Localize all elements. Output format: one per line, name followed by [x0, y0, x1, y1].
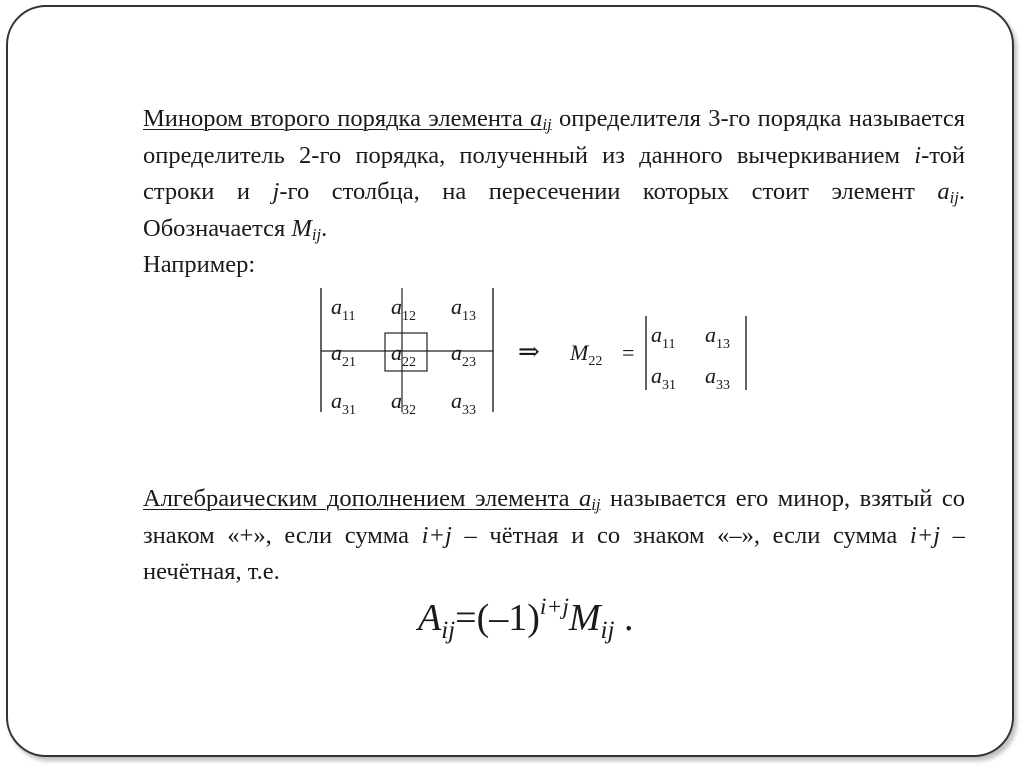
minor-rest1: определителя 3-го порядка называется определитель 2-го порядка, полученный из данного вычеркиванием	[143, 105, 965, 169]
cofactor-sum2: i+j	[909, 521, 941, 549]
formula-A: A	[418, 597, 442, 639]
cofactor-term	[143, 485, 601, 512]
minor-cell-a13: $a_{13}$	[705, 322, 730, 352]
minor-m-var: M	[291, 214, 312, 242]
implies-arrow: ⇒	[518, 337, 540, 366]
matrix-cell-a12: $a_{12}$	[391, 294, 416, 324]
minor-rest5: .	[321, 214, 328, 242]
formula-exp: i+j	[539, 594, 569, 620]
minor-cell-a31: $a_{31}$	[651, 363, 676, 393]
minor-rest3: -го столбца, на пересечении которых стоит элемент	[279, 178, 938, 206]
matrix-cell-a31: $a_{31}$	[331, 388, 356, 416]
formula-M-sub: ij	[600, 617, 615, 644]
minor-i-var: i	[914, 141, 922, 169]
example-label: Например:	[143, 251, 256, 279]
minor-label-letter: M	[570, 340, 589, 365]
formula-end: .	[614, 597, 634, 639]
matrix2-cells	[651, 322, 730, 393]
minor-rest2: -той строки и	[143, 141, 965, 206]
matrix-cell-a33: $a_{33}$	[451, 388, 476, 416]
cofactor-definition	[143, 481, 965, 591]
minor-cell-a11: $a_{11}$	[651, 322, 676, 352]
cofactor-formula	[418, 594, 634, 644]
cofactor-rest3: – нечётная, т.е.	[143, 521, 966, 586]
cofactor-term-text: Алгебраическим дополнением элемента	[143, 485, 579, 512]
minor-label	[569, 340, 602, 369]
minor-cell-a33: $a_{33}$	[705, 363, 730, 393]
cofactor-rest1: называется его минор, взятый со знаком «+», если сумма	[143, 485, 966, 549]
minor-a-var: a	[937, 178, 950, 206]
minor-label-sub: 22	[588, 354, 603, 369]
minor-term-sub: ij	[542, 115, 552, 134]
minor-term-var: a	[530, 105, 543, 132]
matrix-cell-a13: $a_{13}$	[451, 294, 476, 324]
minor-term-text: Минором второго порядка элемента	[143, 105, 531, 132]
minor-j-var: j	[272, 178, 280, 206]
cofactor-term-sub: ij	[591, 495, 601, 514]
cofactor-sum1: i+j	[421, 521, 452, 549]
matrix-example	[318, 286, 758, 416]
formula-eq: =(–1)	[455, 597, 540, 639]
matrix-cell-a32: $a_{32}$	[391, 388, 416, 416]
matrix-cell-a21: $a_{21}$	[331, 340, 356, 370]
minor-equals: =	[622, 340, 635, 365]
minor-term	[143, 105, 552, 132]
matrix-cell-a22: $a_{22}$	[391, 340, 416, 370]
formula-M: M	[568, 597, 601, 639]
formula-A-sub: ij	[441, 617, 456, 644]
minor-m-sub: ij	[311, 224, 322, 244]
cofactor-rest2: – чётная и со знаком «–», если сумма	[451, 521, 910, 549]
matrix3-cells	[331, 294, 476, 416]
matrix-cell-a23: $a_{23}$	[451, 340, 476, 370]
minor-a-sub: ij	[949, 188, 959, 208]
minor-definition	[143, 101, 965, 284]
minor-rest4: . Обозначается	[143, 178, 965, 242]
matrix-cell-a11: $a_{11}$	[331, 294, 356, 324]
cofactor-term-var: a	[578, 485, 592, 512]
